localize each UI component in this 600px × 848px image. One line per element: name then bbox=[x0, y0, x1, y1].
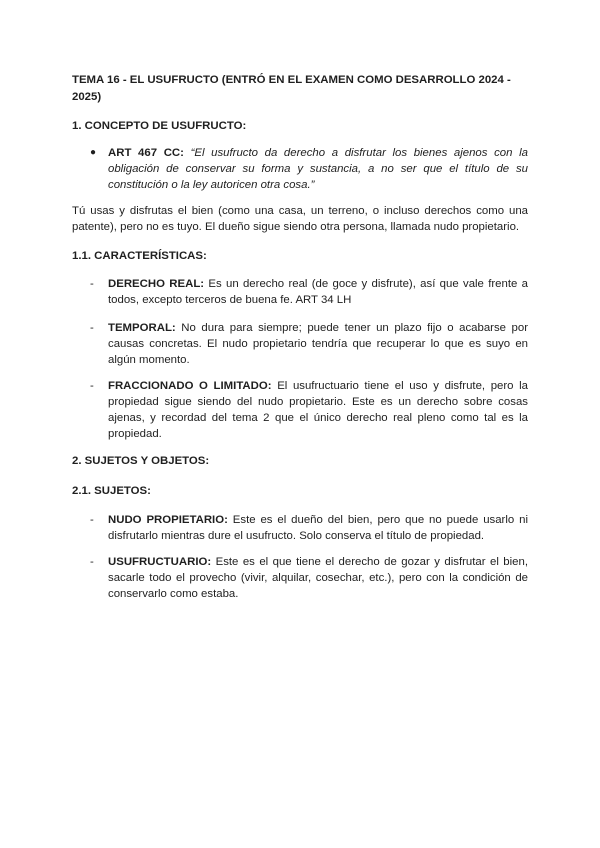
section-heading-sujetos: 2.1. SUJETOS: bbox=[72, 485, 151, 497]
list-item bbox=[90, 512, 528, 544]
dash-marker: - bbox=[90, 322, 94, 334]
dash-marker: - bbox=[90, 380, 94, 392]
list-item bbox=[90, 276, 528, 308]
section-heading-sujetos-objetos: 2. SUJETOS Y OBJETOS: bbox=[72, 455, 210, 467]
bullet-item-art467 bbox=[90, 145, 528, 193]
item-text: Es un derecho real (de goce y disfrute), así que vale frente a todos, excepto terceros de buena fe. ART 34 LH bbox=[108, 278, 528, 306]
item-lead: TEMPORAL: bbox=[108, 322, 176, 334]
item-text: Este es el dueño del bien, pero que no puede usarlo ni disfrutarlo mientras dure el usufructo. Solo conserva el título de propiedad. bbox=[108, 514, 528, 542]
bullet-icon: ● bbox=[90, 147, 97, 158]
concept-paragraph: Tú usas y disfrutas el bien (como una casa, un terreno, o incluso derechos como una patente), pero no es tuyo. El dueño sigue siendo otra persona, llamada nudo propietario. bbox=[72, 205, 528, 233]
section-heading-caracteristicas: 1.1. CARACTERÍSTICAS: bbox=[72, 250, 207, 262]
dash-marker: - bbox=[90, 278, 94, 290]
item-lead: FRACCIONADO O LIMITADO: bbox=[108, 380, 272, 392]
item-text: El usufructuario tiene el uso y disfrute, pero la propiedad sigue siendo del nudo propietario. Este es un derecho sobre cosas ajenas, y recordad del tema 2 que el único derecho real pleno como tal es la propiedad. bbox=[108, 380, 529, 440]
document-title: TEMA 16 - EL USUFRUCTO (ENTRÓ EN EL EXAMEN COMO DESARROLLO 2024 - 2025) bbox=[72, 74, 511, 103]
bullet-lead: ART 467 CC: bbox=[108, 147, 184, 159]
dash-marker: - bbox=[90, 514, 94, 526]
item-lead: USUFRUCTUARIO: bbox=[108, 556, 212, 568]
list-item bbox=[90, 554, 528, 602]
item-text: Este es el que tiene el derecho de gozar y disfrutar el bien, sacarle todo el provecho (vivir, alquilar, cosechar, etc.), pero con la condición de conservarlo como estaba. bbox=[108, 556, 528, 600]
dash-marker: - bbox=[90, 556, 94, 568]
item-lead: NUDO PROPIETARIO: bbox=[108, 514, 228, 526]
legal-quote: “El usufructo da derecho a disfrutar los bienes ajenos con la obligación de conservar su forma y sustancia, a no ser que el título de su constitución o la ley autoricen otra cosa.” bbox=[108, 147, 528, 191]
list-item bbox=[90, 320, 528, 368]
item-lead: DERECHO REAL: bbox=[108, 278, 205, 290]
list-item bbox=[90, 378, 528, 442]
item-text: No dura para siempre; puede tener un plazo fijo o acabarse por causas concretas. El nudo propietario tendría que recuperar lo que es suyo en algún momento. bbox=[108, 322, 528, 366]
section-heading-concepto: 1. CONCEPTO DE USUFRUCTO: bbox=[72, 120, 247, 132]
